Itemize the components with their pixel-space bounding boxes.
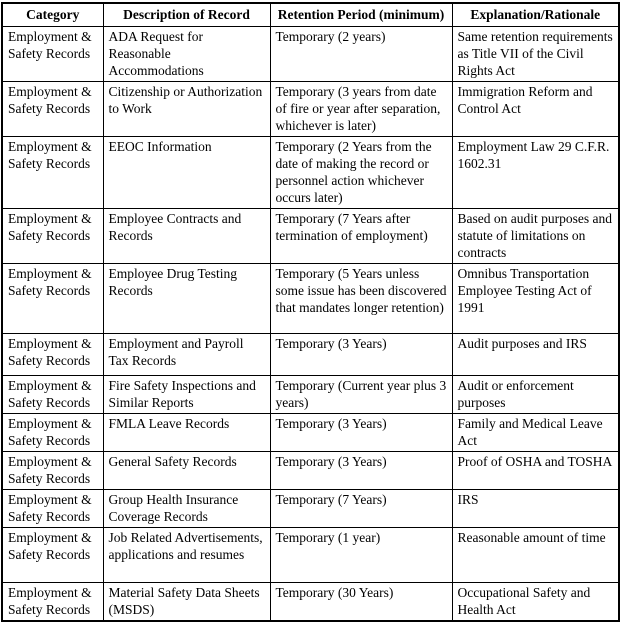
cell-description: Fire Safety Inspections and Similar Reports xyxy=(103,376,270,414)
cell-retention-period: Temporary (1 year) xyxy=(270,528,452,583)
document-page xyxy=(1,2,619,622)
cell-explanation: Audit or enforcement purposes xyxy=(452,376,619,414)
table-row xyxy=(2,452,619,490)
cell-explanation: Immigration Reform and Control Act xyxy=(452,82,619,137)
table-row xyxy=(2,583,619,622)
cell-retention-period: Temporary (7 Years after termination of employment) xyxy=(270,209,452,264)
table-row xyxy=(2,490,619,528)
cell-category: Employment & Safety Records xyxy=(2,452,103,490)
cell-explanation: Proof of OSHA and TOSHA xyxy=(452,452,619,490)
cell-retention-period: Temporary (2 years) xyxy=(270,27,452,82)
cell-description: ADA Request for Reasonable Accommodations xyxy=(103,27,270,82)
cell-category: Employment & Safety Records xyxy=(2,209,103,264)
cell-category: Employment & Safety Records xyxy=(2,414,103,452)
header-description: Description of Record xyxy=(103,3,270,27)
cell-category: Employment & Safety Records xyxy=(2,583,103,622)
table-row xyxy=(2,376,619,414)
table-body xyxy=(2,27,619,622)
cell-category: Employment & Safety Records xyxy=(2,27,103,82)
cell-retention-period: Temporary (3 Years) xyxy=(270,334,452,376)
cell-category: Employment & Safety Records xyxy=(2,264,103,334)
cell-description: FMLA Leave Records xyxy=(103,414,270,452)
cell-explanation: Employment Law 29 C.F.R. 1602.31 xyxy=(452,137,619,209)
cell-retention-period: Temporary (3 years from date of fire or year after separation, whichever is later) xyxy=(270,82,452,137)
cell-retention-period: Temporary (Current year plus 3 years) xyxy=(270,376,452,414)
cell-category: Employment & Safety Records xyxy=(2,528,103,583)
header-category: Category xyxy=(2,3,103,27)
table-row xyxy=(2,414,619,452)
table-row xyxy=(2,209,619,264)
table-row xyxy=(2,528,619,583)
cell-retention-period: Temporary (7 Years) xyxy=(270,490,452,528)
header-retention-period: Retention Period (minimum) xyxy=(270,3,452,27)
table-row xyxy=(2,264,619,334)
cell-description: Job Related Advertisements, applications and resumes xyxy=(103,528,270,583)
header-explanation: Explanation/Rationale xyxy=(452,3,619,27)
cell-explanation: IRS xyxy=(452,490,619,528)
cell-description: EEOC Information xyxy=(103,137,270,209)
cell-explanation: Family and Medical Leave Act xyxy=(452,414,619,452)
records-retention-table xyxy=(1,2,620,622)
cell-retention-period: Temporary (3 Years) xyxy=(270,414,452,452)
cell-explanation: Omnibus Transportation Employee Testing Act of 1991 xyxy=(452,264,619,334)
cell-explanation: Audit purposes and IRS xyxy=(452,334,619,376)
cell-category: Employment & Safety Records xyxy=(2,82,103,137)
table-row xyxy=(2,334,619,376)
table-row xyxy=(2,27,619,82)
cell-description: General Safety Records xyxy=(103,452,270,490)
table-header xyxy=(2,3,619,27)
cell-explanation: Based on audit purposes and statute of limitations on contracts xyxy=(452,209,619,264)
table-row xyxy=(2,137,619,209)
table-row xyxy=(2,82,619,137)
cell-category: Employment & Safety Records xyxy=(2,334,103,376)
cell-explanation: Same retention requirements as Title VII of the Civil Rights Act xyxy=(452,27,619,82)
cell-description: Group Health Insurance Coverage Records xyxy=(103,490,270,528)
cell-category: Employment & Safety Records xyxy=(2,376,103,414)
cell-category: Employment & Safety Records xyxy=(2,137,103,209)
header-row xyxy=(2,3,619,27)
cell-description: Employment and Payroll Tax Records xyxy=(103,334,270,376)
cell-description: Material Safety Data Sheets (MSDS) xyxy=(103,583,270,622)
cell-explanation: Reasonable amount of time xyxy=(452,528,619,583)
cell-description: Citizenship or Authorization to Work xyxy=(103,82,270,137)
cell-category: Employment & Safety Records xyxy=(2,490,103,528)
cell-retention-period: Temporary (5 Years unless some issue has been discovered that mandates longer retention) xyxy=(270,264,452,334)
cell-description: Employee Drug Testing Records xyxy=(103,264,270,334)
cell-description: Employee Contracts and Records xyxy=(103,209,270,264)
cell-retention-period: Temporary (30 Years) xyxy=(270,583,452,622)
cell-explanation: Occupational Safety and Health Act xyxy=(452,583,619,622)
cell-retention-period: Temporary (2 Years from the date of making the record or personnel action whichever occurs later) xyxy=(270,137,452,209)
cell-retention-period: Temporary (3 Years) xyxy=(270,452,452,490)
